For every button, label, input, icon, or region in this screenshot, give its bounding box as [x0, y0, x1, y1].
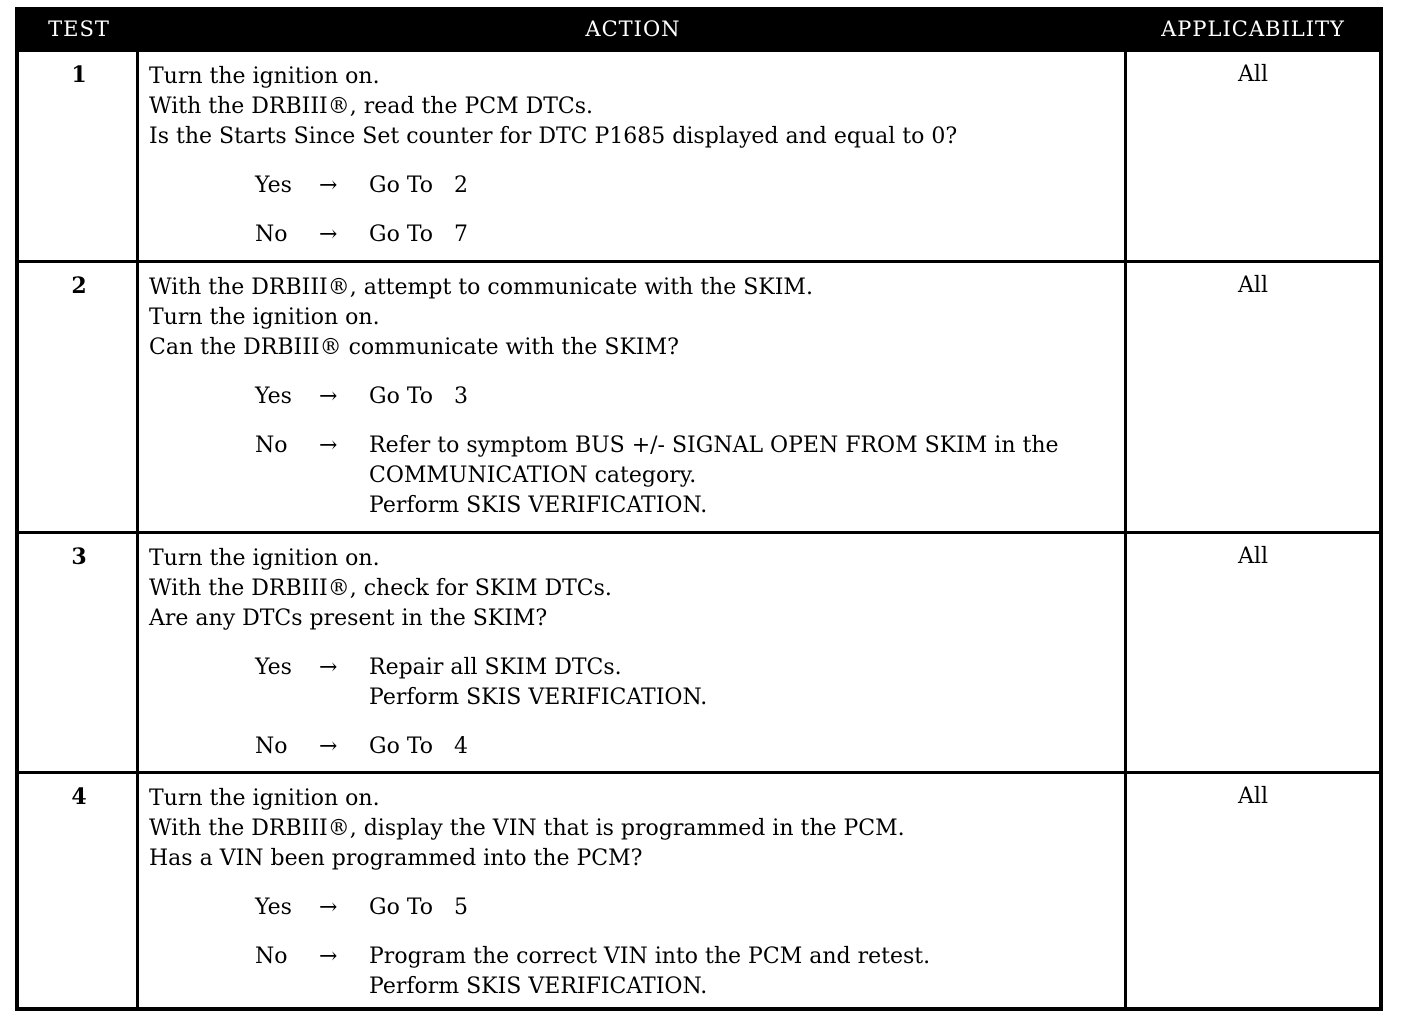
no-label: No — [255, 222, 288, 247]
action-line: Turn the ignition on. — [149, 786, 380, 811]
test-number: 4 — [71, 784, 87, 810]
action-line: Turn the ignition on. — [149, 64, 380, 89]
no-label: No — [255, 944, 288, 969]
result-text: Refer to symptom BUS +/- SIGNAL OPEN FROM SKIM in the COMMUNICATION category. Perform SKIS VERIFICATION. — [369, 433, 1059, 518]
applicability-value: All — [1238, 273, 1268, 298]
no-label: No — [255, 734, 288, 759]
header-action: ACTION — [585, 17, 681, 41]
yes-label: Yes — [255, 655, 292, 680]
test-number: 2 — [71, 273, 87, 299]
yes-label: Yes — [255, 895, 292, 920]
action-cell — [149, 544, 1124, 762]
arrow-icon: → — [319, 433, 338, 458]
arrow-icon: → — [319, 222, 338, 247]
action-cell — [149, 273, 1124, 521]
action-line: Turn the ignition on. — [149, 546, 380, 571]
no-label: No — [255, 433, 288, 458]
result-text: Go To 7 — [369, 222, 468, 247]
test-number: 3 — [71, 544, 87, 570]
result-text: Repair all SKIM DTCs. Perform SKIS VERIFICATION. — [369, 655, 708, 710]
diagnostic-test-table — [15, 7, 1383, 1011]
action-line: Can the DRBIII® communicate with the SKIM? — [149, 335, 679, 360]
action-line: With the DRBIII®, display the VIN that is programmed in the PCM. — [149, 816, 905, 841]
no-result — [149, 220, 1124, 250]
action-cell — [149, 62, 1124, 250]
yes-result — [149, 171, 1124, 201]
table-row — [19, 771, 1379, 1007]
arrow-icon: → — [319, 944, 338, 969]
table-row — [19, 49, 1379, 260]
no-result — [149, 431, 1124, 521]
arrow-icon: → — [319, 655, 338, 680]
action-line: With the DRBIII®, read the PCM DTCs. — [149, 94, 594, 119]
yes-label: Yes — [255, 384, 292, 409]
table-row — [19, 531, 1379, 771]
yes-result — [149, 382, 1124, 412]
action-line: Has a VIN been programmed into the PCM? — [149, 846, 643, 871]
action-line: With the DRBIII®, check for SKIM DTCs. — [149, 576, 612, 601]
header-test: TEST — [48, 17, 110, 41]
test-number: 1 — [71, 62, 87, 88]
action-line: Are any DTCs present in the SKIM? — [149, 606, 548, 631]
result-text: Go To 2 — [369, 173, 468, 198]
action-line: Turn the ignition on. — [149, 305, 380, 330]
arrow-icon: → — [319, 384, 338, 409]
action-line: With the DRBIII®, attempt to communicate with the SKIM. — [149, 275, 813, 300]
yes-result — [149, 653, 1124, 713]
result-text: Go To 3 — [369, 384, 468, 409]
result-text: Go To 5 — [369, 895, 468, 920]
arrow-icon: → — [319, 895, 338, 920]
arrow-icon: → — [319, 173, 338, 198]
action-cell — [149, 784, 1124, 1002]
yes-result — [149, 893, 1124, 923]
no-result — [149, 732, 1124, 762]
arrow-icon: → — [319, 734, 338, 759]
result-text: Program the correct VIN into the PCM and retest. Perform SKIS VERIFICATION. — [369, 944, 931, 999]
applicability-value: All — [1238, 784, 1268, 809]
yes-label: Yes — [255, 173, 292, 198]
applicability-value: All — [1238, 544, 1268, 569]
applicability-value: All — [1238, 62, 1268, 87]
table-row — [19, 260, 1379, 531]
no-result — [149, 942, 1124, 1002]
action-line: Is the Starts Since Set counter for DTC P1685 displayed and equal to 0? — [149, 124, 958, 149]
result-text: Go To 4 — [369, 734, 468, 759]
table-header — [19, 11, 1379, 49]
header-applicability: APPLICABILITY — [1161, 17, 1345, 41]
